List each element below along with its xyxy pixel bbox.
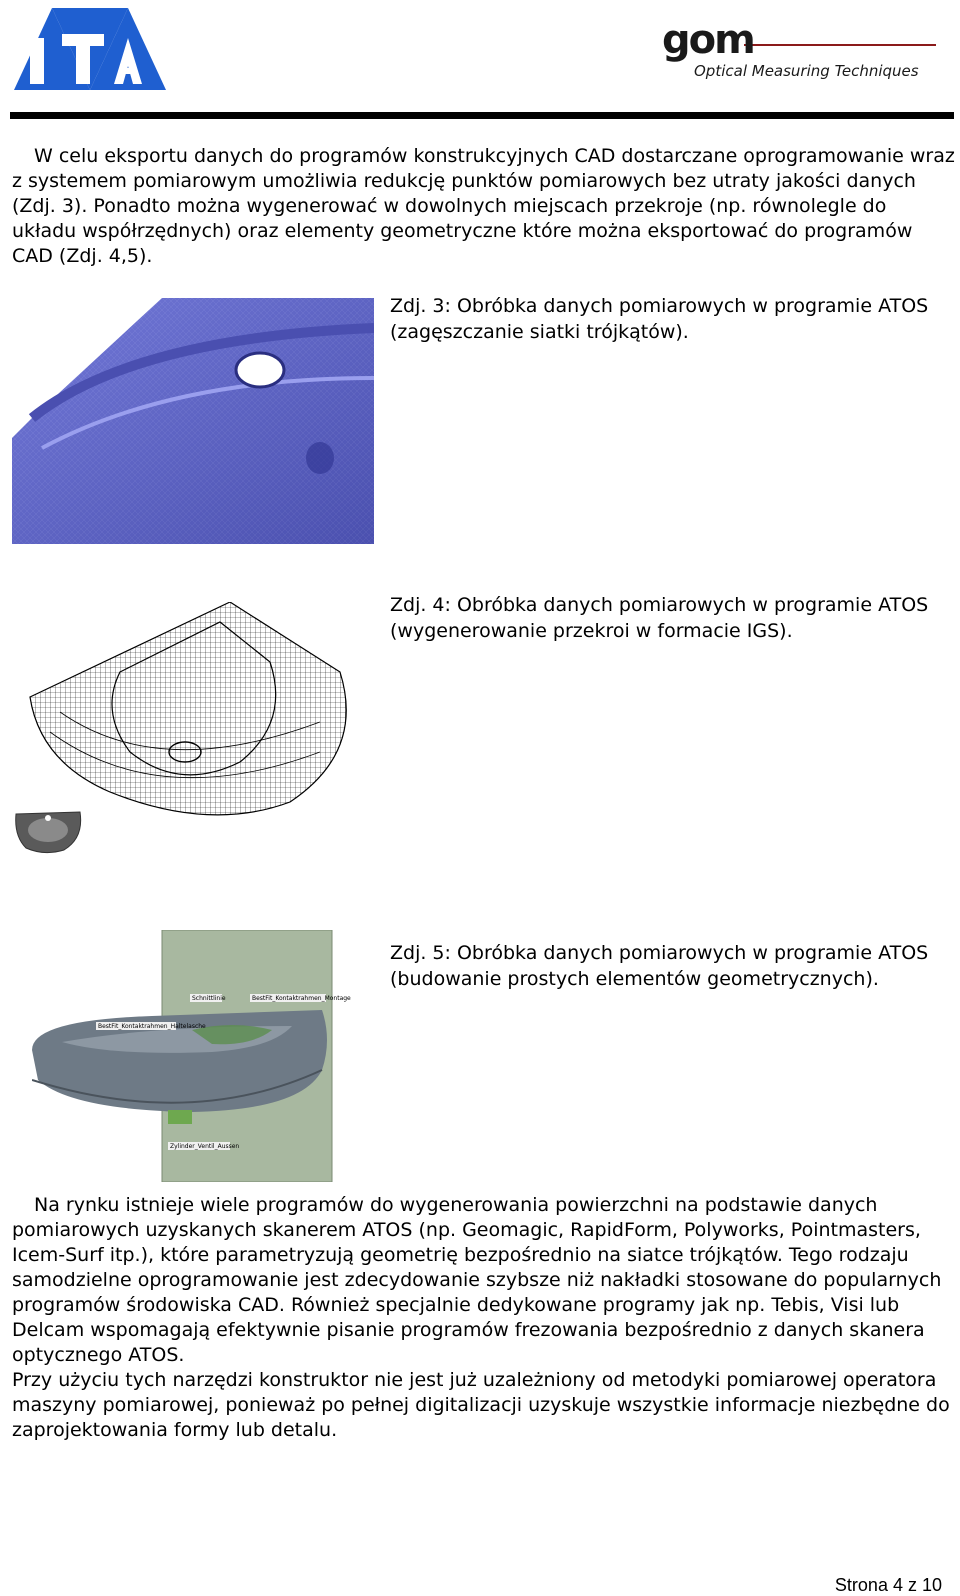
fig5-label-montage: BestFit_Kontaktrahmen_Montage: [252, 995, 351, 1002]
intro-paragraph: W celu eksportu danych do programów konstrukcyjnych CAD dostarczane oprogramowanie wraz z systemem pomiarowym umożliwia redukcję punktów pomiarowych bez utraty jakości danych (Zdj. 3). Ponadto można wygenerować w dowolnych miejscach przekroje (np. równolegle do układu współrzędnych) oraz elementy geometryczne które można eksportować do programów CAD (Zdj. 4,5).: [12, 145, 955, 267]
page-number: Strona 4 z 10: [834, 1575, 942, 1595]
figure-4-caption: Zdj. 4: Obróbka danych pomiarowych w programie ATOS (wygenerowanie przekroi w formacie IGS).: [390, 594, 929, 642]
fig5-label-schnittlinie: Schnittlinie: [192, 995, 226, 1002]
fig5-label-zylinder: Zylinder_Ventil_Aussen: [170, 1143, 240, 1150]
fig5-label-haltelasche: BestFit_Kontaktrahmen_Haltelasche: [98, 1023, 206, 1030]
gom-logo-rule: [744, 44, 936, 46]
ita-logo: [8, 4, 172, 92]
figure-3-mesh-image: [12, 298, 374, 552]
header-divider: [10, 112, 954, 119]
figure-3-caption: Zdj. 3: Obróbka danych pomiarowych w programie ATOS (zagęszczanie siatki trójkątów).: [390, 295, 929, 343]
figure-5-caption: Zdj. 5: Obróbka danych pomiarowych w programie ATOS (budowanie prostych elementów geometrycznych).: [390, 942, 929, 990]
figure-5-elements-image: [32, 930, 376, 1182]
gom-logo-tagline: Optical Measuring Techniques: [694, 62, 919, 80]
body-paragraph: Na rynku istnieje wiele programów do wygenerowania powierzchni na podstawie danych pomiarowych uzyskanych skanerem ATOS (np. Geomagic, RapidForm, Polyworks, Pointmasters, Icem-Surf itp.), które parametryzują geometrię bezpośrednio na siatce trójkątów. Tego rodzaju samodzielne oprogramowanie jest zdecydowanie szybsze niż nakładki stosowane do popularnych programów środowiska CAD. Również specjalnie dedykowane programy jak np. Tebis, Visi lub Delcam wspomagają efektywnie pisanie programów frezowania bezpośrednio z danych skanera optycznego ATOS. Przy użyciu tych narzędzi konstruktor nie jest już uzależniony od metodyki pomiarowej operatora maszyny pomiarowej, ponieważ po pełnej digitalizacji uzyskuje wszystkie informacje niezbędne do zaprojektowania formy lub detalu.: [12, 1194, 950, 1441]
figure-4-wireframe-image: [20, 602, 360, 822]
figure-4-thumbnail: [14, 806, 84, 856]
gom-logo-word: gom: [662, 17, 754, 63]
